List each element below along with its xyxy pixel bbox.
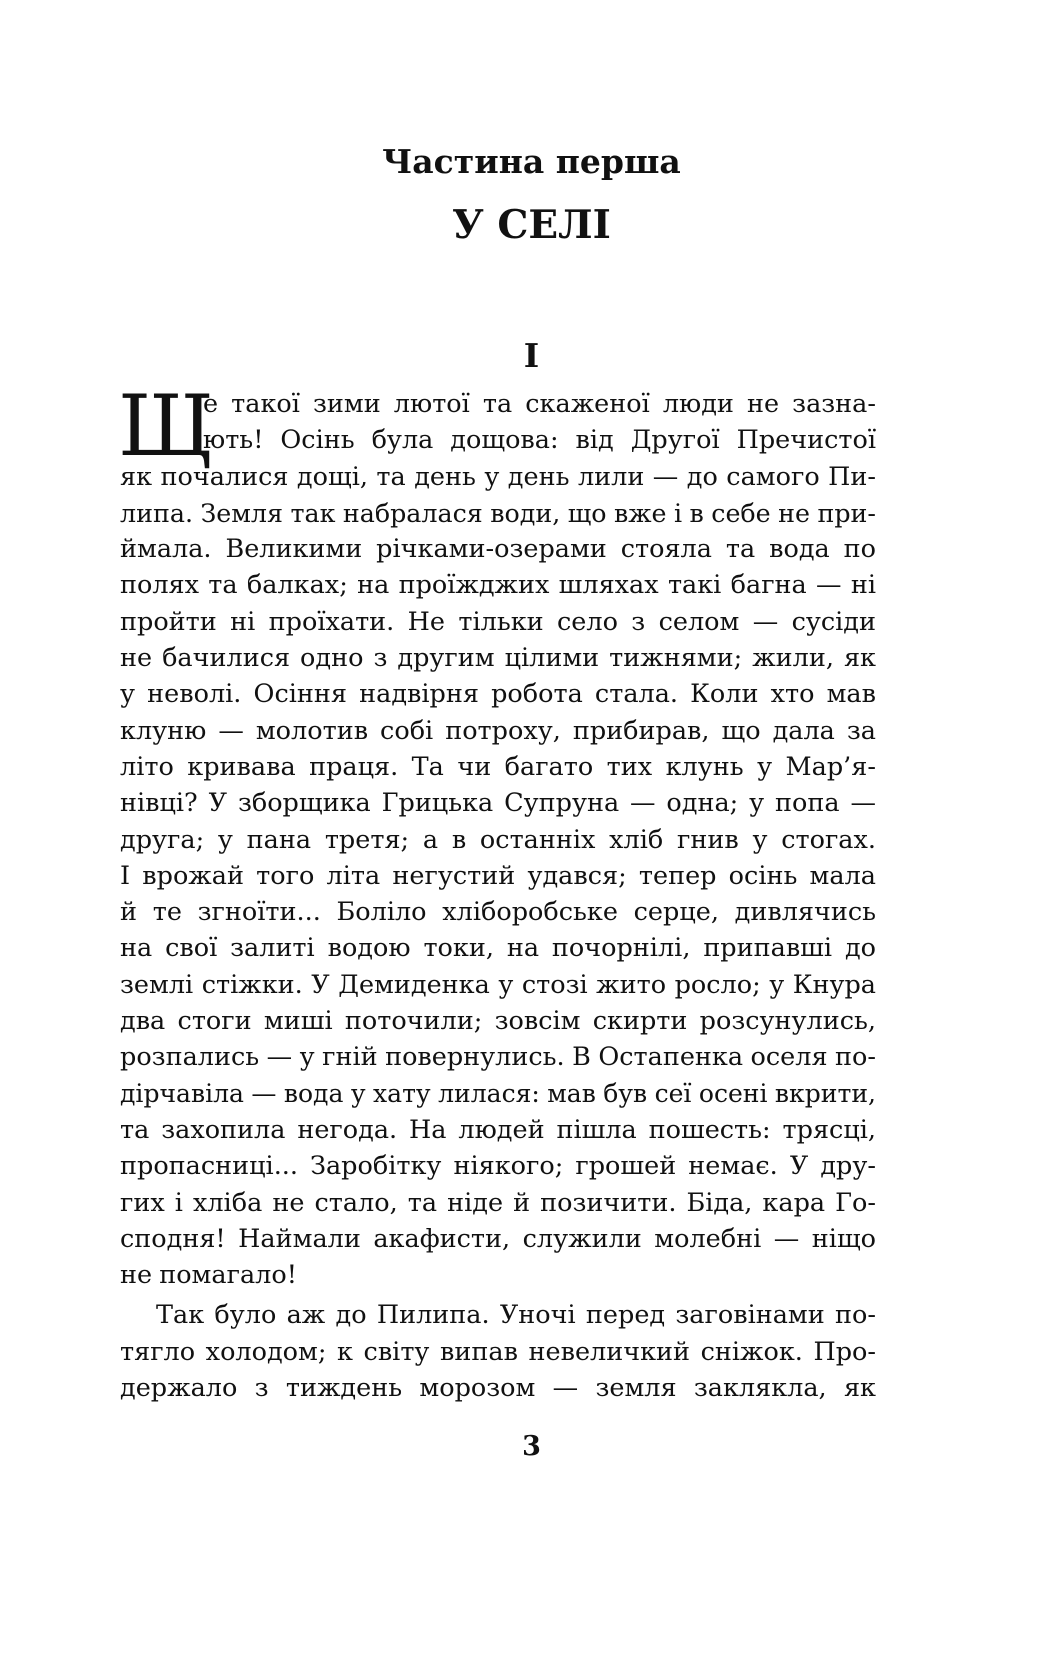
text-line: на свої залиті водою токи, на почорнілі, припавші до [120, 933, 876, 964]
text-line: гих і хліба не стало, та ніде й позичити. Біда, кара Го- [120, 1187, 876, 1218]
text-line: й те згноїти... Боліло хліборобське серце, дивлячись [120, 897, 876, 928]
text-line: як почалися дощі, та день у день лили — до самого Пи- [120, 461, 876, 492]
text-line: два стоги миші поточили; зовсім скирти розсунулись, [120, 1006, 876, 1037]
body-text [118, 377, 876, 1406]
text-line: ють! Осінь була дощова: від Другої Пречистої [203, 425, 876, 456]
text-line: не бачилися одно з другим цілими тижнями; жили, як [120, 643, 876, 674]
drop-cap: Щ [118, 377, 214, 475]
text-line: землі стіжки. У Демиденка у стозі жито росло; у Кнура [120, 969, 876, 1000]
text-line: І врожай того літа негустий удався; тепер осінь мала [120, 860, 876, 891]
text-line: не помагало! [120, 1260, 297, 1291]
text-line: сподня! Наймали акафисти, служили молебні — ніщо [120, 1223, 876, 1254]
text-line: пройти ні проїхати. Не тільки село з селом — сусіди [120, 606, 876, 637]
paragraph-1 [118, 377, 876, 1293]
text-line: нівці? У зборщика Грицька Супруна — одна; у попа — [120, 788, 876, 819]
text-line: ймала. Великими річками-озерами стояла та вода по [120, 534, 876, 565]
text-line: друга; у пана третя; а в останніх хліб гнив у стогах. [120, 824, 876, 855]
text-line: держало з тиждень морозом — земля заклякла, як [120, 1373, 876, 1404]
text-line: полях та балках; на проїжджих шляхах такі багна — ні [120, 570, 876, 601]
text-line: клуню — молотив собі потроху, прибирав, що дала за [120, 715, 876, 746]
text-line: літо кривава праця. Та чи багато тих клунь у Мар’я- [120, 751, 876, 782]
text-line: е такої зими лютої та скаженої люди не зазна- [203, 389, 876, 419]
text-line: тягло холодом; к світу випав невеличкий сніжок. Про- [120, 1336, 876, 1367]
chapter-number: І [523, 336, 540, 375]
text-line: дірчавіла — вода у хату лилася: мав був сеї осені вкрити, [120, 1078, 876, 1108]
text-line: Так було аж до Пилипа. Уночі перед заговінами по- [156, 1300, 876, 1331]
text-line: у неволі. Осіння надвірня робота стала. Коли хто мав [120, 679, 876, 710]
text-line: липа. Земля так набралася води, що вже і в себе не при- [120, 497, 876, 528]
text-line: пропасниці... Заробітку ніякого; грошей немає. У дру- [120, 1151, 876, 1182]
paragraph-2 [120, 1297, 876, 1406]
text-line: розпались — у гній повернулись. В Остапенка оселя по- [120, 1042, 876, 1073]
part-title: Частина перша [382, 142, 681, 181]
section-title: У СЕЛІ [452, 202, 611, 248]
text-line: та захопила негода. На людей пішла пошесть: трясці, [120, 1114, 876, 1145]
page-number: 3 [522, 1431, 541, 1462]
